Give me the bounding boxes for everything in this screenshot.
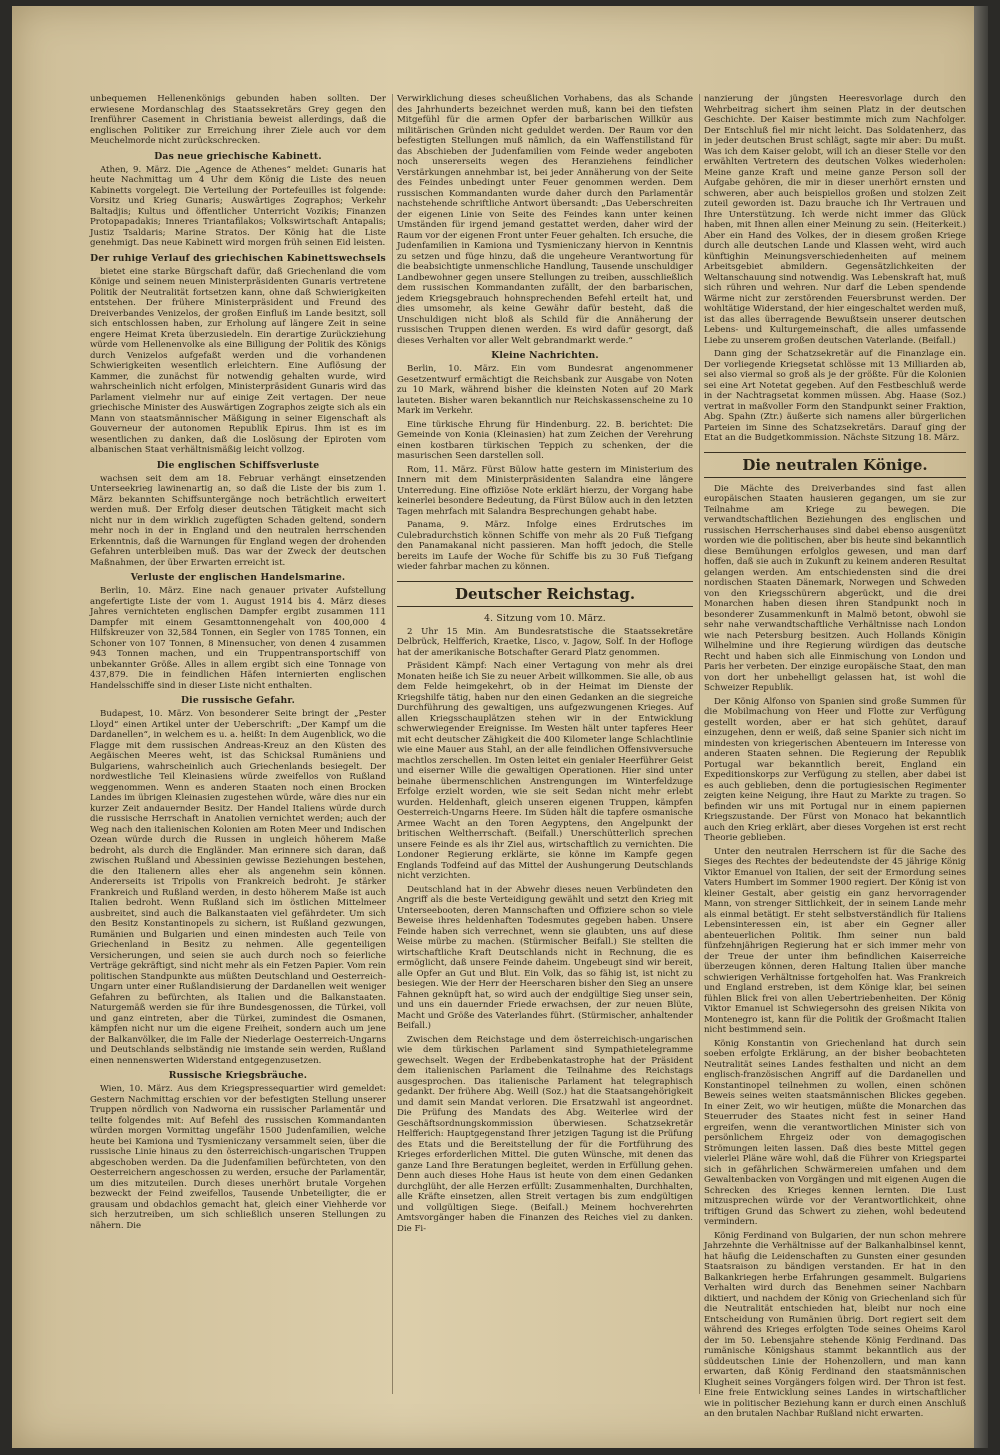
section-heading: Das neue griechische Kabinett. (154, 150, 322, 162)
paragraph: bietet eine starke Bürgschaft dafür, daß Griechenland die vom Könige und seinem neuen Ministerpräsidenten Gunaris vertretene Politik der Neutralität fortsetzen kann, ohne daß Schwierigkeiten entstehen. Der frühere Ministerpräsident und Freund des Dreiverbandes Venizelos, der großen Einfluß im Lande besitzt, soll sich entschlossen haben, zur Erholung auf längere Zeit in seine engere Heimat Kreta überzusiedeln. Ein derartige Zurückziehung würde vom Hellenenvolke als eine Billigung der Politik des Königs durch Venizelos aufgefaßt werden und die vorhandenen Schwierigkeiten wesentlich erleichtern. Eine Auflösung der Kammer, die zunächst für notwendig gehalten wurde, wird wahrscheinlich nicht erfolgen, Ministerpräsident Gunaris wird das Parlament vielmehr nur auf einige Zeit vertagen. Der neue griechische Minister des Auswärtigen Zographos zeigte sich als ein Mann von staatsmännischer Mäßigung in seiner Eigenschaft als Gouverneur der autonomen Republik Epirus. Ihm ist es im wesentlichen zu danken, daß die Loslösung der Epiroten vom albanischen Staat verhältnismäßig leicht vollzog. (90, 266, 386, 455)
paragraph: Der König Alfonso von Spanien sind große Summen für die Mobilmachung von Heer und Flotte zur Verfügung gestellt worden, aber er hat sich gehütet, darauf einzugehen, denn er weiß, daß seine Spanier sich nicht im mindesten von kriegerischen Abenteuern im Interesse von anderen Staaten sehnen. Die Regierung der Republik Portugal war bekanntlich bereit, England ein Expeditionskorps zur Verfügung zu stellen, aber dabei ist es auch geblieben, denn die portugiesischen Regimenter zeigten keine Neigung, ihre Haut zu Markte zu tragen. So befinden wir uns mit Portugal nur in einem papiernen Kriegszustande. Der Fürst von Monaco hat bekanntlich auch den Krieg erklärt, aber dieses Vorgehen ist erst recht Theorie geblieben. (704, 696, 966, 843)
paragraph: Zwischen dem Reichstage und dem österreichisch-ungarischen wie dem türkischen Parlament sind Sympathietelegramme gewechselt. Wegen der Erdbebenkatastrophe hat der Präsident dem italienischen Parlament die Teilnahme des Reichstags ausgesprochen. Das italienische Parlament hat telegraphisch gedankt. Der frühere Abg. Weill (Soz.) hat die Staatsangehörigkeit und damit sein Mandat verloren. Die Ersatzwahl ist angeordnet. Die Prüfung des Mandats des Abg. Weiterlee wird der Geschäftsordnungskommission überwiesen. Schatzsekretär Helfferich: Hauptgegenstand Ihrer jetzigen Tagung ist die Prüfung des Etats und die Bereitstellung der für die Fortführung des Krieges erforderlichen Mittel. Die guten Wünsche, mit denen das ganze Land Ihre Beratungen begleitet, werden in Erfüllung gehen. Denn auch dieses Hohe Haus ist heute von dem einen Gedanken durchglüht, der alle Herzen erfüllt: Zusammenhalten, Durchhalten, alle Kräfte einsetzen, allen Streit vertagen bis zum endgültigen und vollgültigen Siege. (Beifall.) Meinem hochverehrten Amtsvorgänger haben die Finanzen des Reiches viel zu danken. Die Fi- (397, 1034, 693, 1234)
page-binding-edge (974, 6, 988, 1448)
paragraph: Deutschland hat in der Abwehr dieses neuen Verbündeten den Angriff als die beste Verteidigung gewählt und setzt den Krieg mit Unterseebooten, deren Mannschaften und Offiziere schon so viele Beweise ihres heldenhaften Todesmutes gegeben haben. Unsere Feinde haben sich verrechnet, wenn sie glaubten, uns auf diese Weise mürbe zu machen. (Stürmischer Beifall.) Sie stellten die wirtschaftliche Kraft Deutschlands nicht in Rechnung, die es ermöglicht, daß unsere Feinde daheim. Ungebeugt sind wir bereit, alle Opfer an Gut und Blut. Ein Volk, das so fähig ist, ist nicht zu besiegen. Wie der Herr der Heerscharen bisher den Sieg an unsere Fahnen geknüpft hat, so wird auch der endgültige Sieg unser sein, und uns ein dauernder Friede erwachsen, der zur neuen Blüte, Macht und Größe des Vaterlandes führt. (Stürmischer, anhaltender Beifall.) (397, 884, 693, 1031)
paragraph: Unter den neutralen Herrschern ist für die Sache des Sieges des Rechtes der bedeutendste der 45 jährige König Viktor Emanuel von Italien, der seit der Ermordung seines Vaters Humbert im Sommer 1900 regiert. Der König ist von kleiner Gestalt, aber geistig ein ganz hervorragender Mann, von strenger Sittlichkeit, der in seinem Lande mehr als einmal betätigt. Er steht selbstverständlich für Italiens Lebensinteressen ein, ist aber ein Gegner aller abenteuerlichen Politik. Ihm seiner nun bald fünfzehnjährigen Regierung hat er sich immer mehr von der Treue der unter ihm befindlichen Kaiserreiche überzeugen können, deren Haltung Italien über manche schwierigen Verhältnisse fortgeholfen hat. Was Frankreich und England erstreben, ist dem Könige klar, bei seinen fühlen Blick frei von allen Uebertriebenheiten. Der König Viktor Emanuel ist Schwiegersohn des greisen Nikita von Montenegro ist, kann für die Politik der Großmacht Italien nicht bestimmend sein. (704, 846, 966, 1035)
major-heading: Deutscher Reichstag. (397, 581, 693, 607)
paragraph: Dann ging der Schatzsekretär auf die Finanzlage ein. Der vorliegende Kriegsetat schlösse mit 13 Milliarden ab, sei also viermal so groß als je der größte. Für die Kolonien sei eine Art Notetat gegeben. Auf den Festbeschluß werde in der Nachtragsetat kommen müssen. Abg. Haase (Soz.) vertrat in maßvoller Form den Standpunkt seiner Fraktion, Abg. Spahn (Ztr.) äußerte sich namens aller bürgerlichen Parteien im Sinne des Schatzsekretärs. Darauf ging der Etat an die Budgetkommission. Nächste Sitzung 18. März. (704, 349, 966, 443)
column-2 (397, 94, 693, 1237)
paragraph: Die Mächte des Dreiverbandes sind fast allen europäischen Staaten hausieren gegangen, um sie zur Teilnahme am Kriege zu bewegen. Die verwandtschaftlichen Beziehungen des englischen und russischen Herrscherhauses sind dabei ebenso ausgenützt worden wie die politischen, aber bis heute sind bekanntlich diese Bemühungen erfolglos gewesen, und man darf hoffen, daß sie auch in Zukunft zu keinem anderen Resultat gelangen werden. Am entschiedensten sind die drei nordischen Staaten Dänemark, Norwegen und Schweden von den Kriegsschürern abgerückt, und die drei Monarchen haben diesen ihren Standpunkt noch in besonderer Zusammenkunft in Malmö betont, obwohl sie sehr nahe verwandtschaftliche Verhältnisse nach London wie nach Petersburg besitzen. Auch Hollands Königin Wilhelmine und ihre Regierung würdigen das deutsche Recht und haben sich alle Einmischung von London und Paris her verbeten. Der einzige europäische Staat, den man von dort her unbehelligt gelassen hat, ist wohl die Schweizer Republik. (704, 483, 966, 693)
paragraph: unbequemen Hellenenkönigs gebunden haben sollten. Der erwiesene Mordanschlag des Staatssekretärs Grey gegen den Irenführer Casement in Christiania beweist allerdings, daß die englischen Politiker zur Erreichung ihrer Ziele auch vor dem Meuchelmorde nicht zurückschrecken. (90, 94, 386, 146)
paragraph: Panama, 9. März. Infolge eines Erdrutsches im Culebradurchstich können Schiffe von mehr als 20 Fuß Tiefgang den Panamakanal nicht passieren. Man hofft jedoch, die Stelle bereits im Laufe der Woche für Schiffe bis zu 30 Fuß Tiefgang wieder fahrbar machen zu können. (397, 520, 693, 572)
paragraph: nanzierung der jüngsten Heeresvorlage durch den Wehrbeitrag sichert ihm seinen Platz in der deutschen Geschichte. Der Kaiser bestimmte mich zum Nachfolger. Der Entschluß fiel mir nicht leicht. Das Soldatenherz, das in jeder deutschen Brust schlägt, sagte mir aber: Du mußt. Was ich dem Kaiser gelobt, will ich an dieser Stelle vor den erwählten Vertretern des deutschen Volkes wiederholen: Meine ganze Kraft und meine ganze Person soll der Aufgabe gehören, die mir in dieser unerhört ernsten und schweren, aber auch beispiellos großen und stolzen Zeit zuteil geworden ist. Dazu brauche ich Ihr Vertrauen und Ihre Unterstützung. Ich werde nicht immer das Glück haben, mit Ihnen allen einer Meinung zu sein. (Heiterkeit.) Aber ein Hand des Volkes, der in diesem großen Kriege durch alle deutschen Lande und Klassen weht, wird auch künftighin Meinungsverschiedenheiten auf meinem Arbeitsgebiet abmildern. Gegensätzlichkeiten der Weltanschauung sind notwendig. Was Lebenskraft hat, muß sich rühren und wehren. Nur darf die Leben spendende Wärme nicht zur zerstörenden Feuersbrunst werden. Der wohltätige Widerstand, der hier eingeschaltet werden muß, ist das alles überragende Bewußtsein unserer deutschen Lebens- und Kulturgemeinschaft, die alles umfassende Liebe zu unserem großen deutschen Vaterlande. (Beifall.) (704, 94, 966, 346)
section-heading: Die englischen Schiffsverluste (156, 459, 320, 471)
paragraph: Verwirklichung dieses scheußlichen Vorhabens, das als Schande des Jahrhunderts bezeichnet werden muß, kann bei den tiefsten Mitgefühl für die armen Opfer der barbarischen Willkür aus militärischen Gründen nicht geduldet werden. Der Raum vor den befestigten Stellungen muß nämlich, da ein Waffenstillstand für das Abschieben der Judenfamilien vom Feinde weder angeboten noch unsererseits wegen des Heranziehens feindlicher Verstärkungen annehmbar ist, bei jeder Annäherung von der Seite des Feindes unbedingt unter Feuer genommen werden. Dem russischen Kommandanten wurde daher durch den Parlamentär nachstehende schriftliche Antwort übersandt: „Das Ueberschreiten der eigenen Linie von Seite des Feindes kann unter keinen Umständen für irgend jemand gestattet werden, daher wird der Raum vor der eigenen Front unter Feuer gehalten. Ich ersuche, die Judenfamilien in Kamiona und Tysmieniczany hiervon in Kenntnis zu setzen und füge hinzu, daß die ungeheure Verantwortung für die beabsichtigte unmenschliche Handlung, Tausende unschuldiger Landbewohner gegen unsere Stellungen zu treiben, ausschließlich dem russischen Kommandanten zufällt, der den barbarischen, jedem Kriegsgebrauch hohnsprechenden Befehl erteilt hat, und dies umsomehr, als keine Gewähr dafür besteht, daß die Unschuldigen nicht bloß als Schild für die Annäherung der russischen Truppen dienen werden. Es wird dafür gesorgt, daß dieses Verhalten vor aller Welt gebrandmarkt werde.“ (397, 94, 693, 346)
paragraph: Präsident Kämpf: Nach einer Vertagung von mehr als drei Monaten heiße ich Sie zu neuer Arbeit willkommen. Sie alle, ob aus dem Felde heimgekehrt, ob in der Heimat im Dienste der Kriegshilfe tätig, haben nur den einen Gedanken an die siegreiche Durchführung des gewaltigen, uns aufgezwungenen Krieges. Auf allen Kriegsschauplätzen stehen wir in der Entwicklung schwerwiegender Ereignisse. Im Westen hält unter tapferes Heer mit echt deutscher Zähigkeit die 400 Kilometer lange Schlachtlinie wie eine Mauer aus Stahl, an der alle feindlichen Offensivversuche machtlos zerschellen. Im Osten leitet ein genialer Heerführer Geist und eiserner Wille die gewaltigen Operationen. Hier sind unter beinahe übermenschlichen Anstrengungen im Winterfeldzuge Erfolge erzielt worden, wie sie seit Sedan nicht mehr erlebt wurden. Heldenhaft, gleich unseren eigenen Truppen, kämpfen Oesterreich-Ungarns Heere. Im Süden hält die tapfere osmanische Armee Wacht an den Toren Aegyptens, den Angelpunkt der britischen Weltherrschaft. (Beifall.) Unerschütterlich sprechen unsere Feinde es als ihr Ziel aus, wirtschaftlich zu vernichten. Die Londoner Regierung erklärte, sie könne im Kampfe gegen Englands Todfeind auf das Mittel der Aushungerung Deutschlands nicht verzichten. (397, 661, 693, 881)
section-subheading: 4. Sitzung vom 10. März. (484, 612, 606, 624)
paragraph: Athen, 9. März. Die „Agence de Athenes“ meldet: Gunaris hat heute Nachmittag um 4 Uhr dem König die Liste des neuen Kabinetts vorgelegt. Die Verteilung der Portefeuilles ist folgende: Vorsitz und Krieg Gunaris; Auswärtiges Zographos; Verkehr Baltadjis; Kultus und öffentlicher Unterricht Vozikis; Finanzen Protopapadakis; Inneres Triantafilakos; Volkswirtschaft Antapalis; Justiz Tsaldaris; Marine Stratos. Der König hat die Liste genehmigt. Das neue Kabinett wird morgen früh seinen Eid leisten. (90, 164, 386, 248)
major-heading: Die neutralen Könige. (704, 452, 966, 478)
section-heading: Verluste der englischen Handelsmarine. (130, 572, 346, 583)
paragraph: wachsen seit dem am 18. Februar verhängt einsetzenden Unterseekrieg lawinenartig an, so daß die Liste der bis zum 1. März bekannten Schiffsuntergänge noch beträchtlich erweitert werden muß. Der Erfolg dieser deutschen Tätigkeit macht sich nicht nur in dem wirklich zugefügten Schaden geltend, sondern mehr noch in der in England und den neutralen herrschenden Erkenntnis, daß die Warnungen für England wegen der drohenden Gefahren unterbleiben muß. Das war der Zweck der deutschen Maßnahmen, der über Erwarten erreicht ist. (90, 473, 386, 568)
section-heading: Der ruhige Verlauf des griechischen Kabinettswechsels (90, 252, 386, 264)
paragraph: König Ferdinand von Bulgarien, der nun schon mehrere Jahrzehnte die Verhältnisse auf der Balkanhalbinsel kennt, hat häufig die Leidenschaften zu Gunsten einer gesunden Staatsraison zu bändigen verstanden. Er hat in den Balkankriegen herbe Erfahrungen gesammelt. Bulgariens Verhalten wird durch das Benehmen seiner Nachbarn diktiert, und nachdem der König von Griechenland sich für die Neutralität entschieden hat, bleibt nur noch eine Entscheidung von Rumänien übrig. Dort regiert seit dem während des Krieges erfolgten Tode seines Oheims Karol der im 50. Lebensjahre stehende König Ferdinand. Das rumänische Königshaus stammt bekanntlich aus der süddeutschen Linie der Hohenzollern, und man kann erwarten, daß König Ferdinand den staatsmännischen Klugheit seines Vorgängers folgen wird. Der Thron ist fest. Eine freie Entwicklung seines Landes in wirtschaftlicher wie in politischer Beziehung kann er durch einen Anschluß an den brutalen Nachbar Rußland nicht erwarten. (704, 1230, 966, 1419)
column-1 (90, 94, 386, 1234)
section-heading: Russische Kriegsbräuche. (168, 1070, 308, 1081)
paragraph: Rom, 11. März. Fürst Bülow hatte gestern im Ministerium des Innern mit dem Ministerpräsidenten Salandra eine längere Unterredung. Eine offiziöse Note erklärt hierzu, der Vorgang habe keinerlei besondere Bedeutung, da Fürst Bülow auch in den letzten Tagen mehrfach mit Salandra Besprechungen gehabt habe. (397, 464, 693, 517)
column-rule (392, 94, 393, 1394)
paragraph: Wien, 10. März. Aus dem Kriegspressequartier wird gemeldet: Gestern Nachmittag erschien vor der befestigten Stellung unserer Truppen nördlich von Nadworna ein russischer Parlamentär und teilte folgendes mit: Auf Befehl des russischen Kommandanten würden morgen Vormittag ungefähr 1500 Judenfamilien, welche heute bei Kamiona und Tysmieniczany versammelt seien, über die russische Linie hinaus zu den österreichisch-ungarischen Truppen abgeschoben werden. Da die Judenfamilien befürchteten, von den Oesterreichern angeschossen zu werden, ersuche der Parlamentär, um dies mitzuteilen. Durch dieses unerhört brutale Vorgehen bezweckt der Feind zweifellos, Tausende Unbeteiligter, die er grausam und obdachlos gemacht hat, gleich einer Viehherde vor sich herzutreiben, um sich schließlich unseren Stellungen zu nähern. Die (90, 1084, 386, 1231)
column-rule (699, 94, 700, 1394)
paragraph: Berlin, 10. März. Ein vom Bundesrat angenommener Gesetzentwurf ermächtigt die Reichsbank zur Ausgabe von Noten zu 10 Mark, während bisher die kleinsten Noten auf 20 Mark lauteten. Bisher waren bekanntlich nur Reichskassenscheine zu 10 Mark im Verkehr. (397, 364, 693, 416)
section-heading: Die russische Gefahr. (180, 695, 296, 706)
paragraph: König Konstantin von Griechenland hat durch sein soeben erfolgte Erklärung, an der bisher beobachteten Neutralität seines Landes festhalten und nicht an dem englisch-französischen Angriff auf die Dardanellen und Konstantinopel teilnehmen zu wollen, einen schönen Beweis seines weiten staatsmännischen Blickes gegeben. In einer Zeit, wo wir heutigen, müßte die Monarchen das Steuerruder des Staates nicht fest in seiner Hand ergreifen, wenn die verantwortlichen Minister sich von persönlichem Ehrgeiz oder von demagogischen Strömungen leiten lassen. Daß dies beste Mittel gegen vielerlei Pläne wäre wohl, daß die Führer von Kriegspartei sich in gefährlichen Schwärmereien umfahen und dem Gewaltenbacken von Vorgängen und mit eigenen Augen die Schrecken des Krieges kennen lernten. Die Lust mitzusprechen würde vor der Verantwortlichkeit, ohne triftigen Grund das Schwert zu ziehen, wohl bedeutend vermindern. (704, 1038, 966, 1227)
paragraph: 2 Uhr 15 Min. Am Bundesratstische die Staatssekretäre Delbrück, Helfferich, Kraetke, Lisco, v. Jagow, Solf. In der Hofloge hat der amerikanische Botschafter Gerard Platz genommen. (397, 626, 693, 658)
paragraph: Budapest, 10. März. Von besonderer Seite bringt der „Pester Lloyd“ einen Artikel unter der Ueberschrift: „Der Kampf um die Dardanellen“, in welchem es u. a. heißt: In dem Augenblick, wo die Flagge mit dem russischen Andreas-Kreuz an den Küsten des Aegäischen Meeres weht, ist das Schicksal Rumäniens und Bulgariens, wahrscheinlich auch Griechenlands besiegelt. Der nordwestliche Teil Kleinasiens würde zweifellos von Rußland weggenommen. Wenn es anderen Staaten noch einen Brocken Landes im übrigen Kleinasien zugestehen würde, wäre dies nur ein kurzer Zeit andauernder Besitz. Der Handel Italiens würde durch die russische Herrschaft in Anatolien vernichtet werden; auch der Weg nach den italienischen Kolonien am Roten Meer und Indischen Ozean würde durch die Russen in ungleich höherem Maße bedroht, als durch die Engländer. Man erinnere sich daran, daß zwischen Rußland und Abessinien gewisse Beziehungen bestehen, die den Italienern alles eher als angenehm sein können. Andererseits ist Tripolis von Frankreich bedroht. Je stärker Frankreich und Rußland werden, in desto höherem Maße ist auch Italien bedroht. Wenn Rußland sich im östlichen Mittelmeer ausbreitet, sind auch die Balkanstaaten viel gefährdeter. Um sich den Besitz Konstantinopels zu sichern, ist Rußland gezwungen, Rumänien und Bulgarien und einen mindesten auch Teile von Griechenland in Besitz zu nehmen. Alle gegenteiligen Versicherungen, und seien sie auch durch noch so feierliche Verträge gekräftigt, sind nicht mehr als ein Fetzen Papier. Vom rein politischen Standpunkte aus müßten Deutschland und Oesterreich-Ungarn unter einer Rußlandisierung der Dardanellen weit weniger Gefahren zu befürchten, als Italien und die Balkanstaaten. Naturgemäß werden sie für ihre Bundesgenossen, die Türkei, voll und ganz eintreten, aber die Türkei, zumindest die Osmanen, kämpfen nicht nur um die eigene Freiheit, sondern auch um jene der Balkanvölker, die im Falle der Niederlage Oesterreich-Ungarns und Deutschlands selbständig nie imstande sein werden, Rußland einen nennenswerten Widerstand entgegenzusetzen. (90, 709, 386, 1066)
newspaper-page (12, 6, 988, 1448)
paragraph: Berlin, 10. März. Eine nach genauer privater Aufstellung angefertigte Liste der vom 1. August 1914 bis 4. März dieses Jahres vernichteten englischen Dampfer ergibt zusammen 111 Dampfer mit einem Gesamttonnengehalt von 400,000 4 Hilfskreuzer von 32,584 Tonnen, ein Segler von 1785 Tonnen, ein Schoner von 107 Tonnen, 8 Minensucher, von denen 4 zusammen 943 Tonnen machen, und ein Truppentransportschiff von unbekannter Größe. Alles in allem ergibt sich eine Tonnage von 437,879. Die in feindlichen Häfen internierten englischen Handelsschiffe sind in dieser Liste nicht enthalten. (90, 586, 386, 691)
section-heading: Kleine Nachrichten. (491, 350, 599, 361)
paragraph: Eine türkische Ehrung für Hindenburg. 22. B. berichtet: Die Gemeinde von Konia (Kleinasien) hat zum Zeichen der Verehrung einen kostbaren türkischen Teppich zu schenken, der die masurischen Seen darstellen soll. (397, 419, 693, 461)
column-3 (704, 94, 966, 1423)
